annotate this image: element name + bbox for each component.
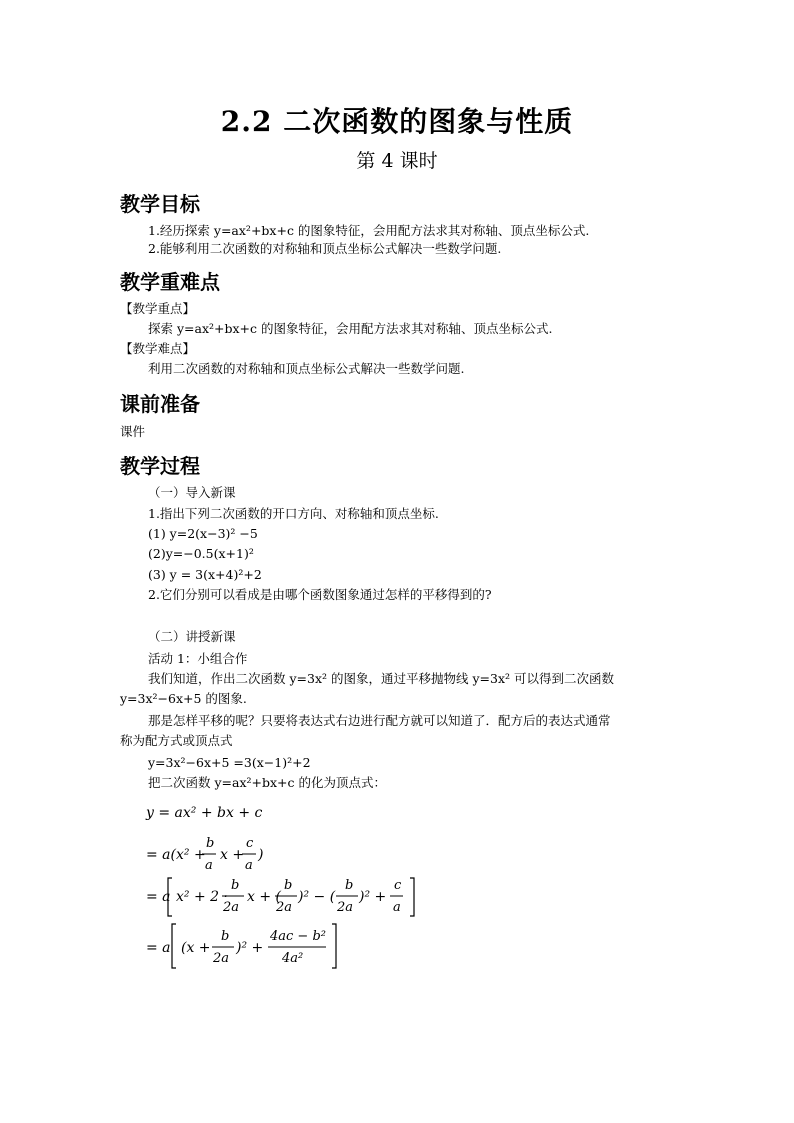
part2-label: （二）讲授新课 [148, 629, 236, 644]
section-heading-key-points: 教学重难点 [120, 270, 220, 294]
fraction-numerator: b [345, 878, 354, 893]
paragraph-3: 把二次函数 y=ax²+bx+c 的化为顶点式： [148, 775, 386, 790]
svg-text:)² +: )² + [236, 940, 264, 956]
fraction-denominator: a [245, 858, 253, 873]
derivation-line-4 [146, 924, 336, 968]
svg-text:x +: x + [220, 847, 245, 863]
fraction-numerator: c [394, 878, 402, 893]
svg-text:= a: = a [146, 889, 171, 905]
focus-label: 【教学重点】 [120, 301, 196, 316]
fraction-denominator: 2a [223, 900, 240, 915]
equation-3: (3) y = 3(x+4)²+2 [148, 567, 262, 582]
fraction-numerator: 4ac − b² [270, 929, 326, 944]
goal-item-2: 2.能够利用二次函数的对称轴和顶点坐标公式解决一些数学问题. [148, 241, 502, 256]
fraction-denominator: 2a [337, 900, 354, 915]
svg-text:)² − (: )² − ( [298, 889, 336, 905]
paragraph-1-line-2: y=3x²−6x+5 的图象. [120, 691, 247, 706]
svg-text:x² + 2 ·: x² + 2 · [176, 889, 228, 905]
difficulty-text: 利用二次函数的对称轴和顶点坐标公式解决一些数学问题. [148, 361, 465, 376]
paragraph-2-line-2: 称为配方式或顶点式 [120, 733, 233, 748]
question-1: 1.指出下列二次函数的开口方向、对称轴和顶点坐标. [148, 506, 439, 521]
paragraph-2-line-1: 那是怎样平移的呢？只要将表达式右边进行配方就可以知道了．配方后的表达式通常 [148, 713, 611, 728]
svg-text:): ) [258, 847, 264, 863]
svg-text:= a(x² +: = a(x² + [146, 847, 206, 863]
paragraph-1-line-1: 我们知道，作出二次函数 y=3x² 的图象，通过平移抛物线 y=3x² 可以得到二次函数 [148, 671, 614, 686]
equation-2: (2)y=−0.5(x+1)² [148, 546, 254, 561]
section-heading-goals: 教学目标 [120, 192, 200, 216]
fraction-denominator: a [205, 858, 213, 873]
fraction-denominator: 2a [276, 900, 293, 915]
fraction-denominator: 4a² [282, 951, 304, 966]
section-heading-prep: 课前准备 [120, 392, 200, 416]
fraction-numerator: b [284, 878, 293, 893]
page-subtitle: 第 4 课时 [356, 150, 438, 172]
fraction-numerator: b [206, 836, 215, 851]
goal-item-1: 1.经历探索 y=ax²+bx+c 的图象特征，会用配方法求其对称轴、顶点坐标公式. [148, 223, 590, 238]
fraction-numerator: c [246, 836, 254, 851]
question-2: 2.它们分别可以看成是由哪个函数图象通过怎样的平移得到的? [148, 587, 492, 602]
focus-text: 探索 y=ax²+bx+c 的图象特征，会用配方法求其对称轴、顶点坐标公式. [148, 321, 553, 336]
fraction-numerator: b [231, 878, 240, 893]
prep-text: 课件 [120, 424, 146, 439]
difficulty-label: 【教学难点】 [120, 341, 196, 356]
svg-text:x + (: x + ( [247, 889, 281, 905]
svg-text:)² +: )² + [359, 889, 387, 905]
activity-label: 活动 1：小组合作 [148, 651, 248, 666]
svg-text:= a: = a [146, 940, 171, 956]
part1-label: （一）导入新课 [148, 485, 236, 500]
fraction-numerator: b [221, 929, 230, 944]
fraction-denominator: a [393, 900, 401, 915]
equation-4: y=3x²−6x+5 =3(x−1)²+2 [148, 755, 311, 770]
svg-text:(x +: (x + [181, 940, 211, 956]
derivation-line-1: y = ax² + bx + c [146, 805, 263, 821]
page-title: 2.2 二次函数的图象与性质 [220, 105, 574, 138]
derivation-line-2 [146, 836, 263, 873]
fraction-denominator: 2a [213, 951, 230, 966]
section-heading-process: 教学过程 [120, 454, 200, 478]
equation-1: (1) y=2(x−3)² −5 [148, 526, 258, 541]
derivation-line-3 [146, 878, 414, 916]
